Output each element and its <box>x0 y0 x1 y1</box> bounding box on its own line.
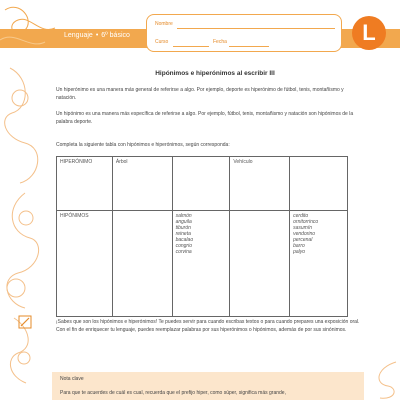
cell-blank-1[interactable] <box>172 157 230 211</box>
list-item: cerdito <box>293 213 309 219</box>
hyponym-table <box>56 156 348 317</box>
lenguaje-logo: L <box>352 16 386 50</box>
list-item: congrio <box>175 243 192 249</box>
page-title: Hipónimos e hiperónimos al escribir III <box>155 70 275 77</box>
list-item: percenal <box>293 237 313 243</box>
side-swirl-decoration-icon <box>0 58 46 400</box>
list-item: tiburón <box>175 225 191 231</box>
cell-blank-2[interactable] <box>290 157 348 211</box>
list-item: vendorino <box>293 231 316 237</box>
table-row-hiponimos <box>57 211 348 317</box>
list-item: barro <box>293 243 305 249</box>
paragraph-instruction: Completa la siguiente tabla con hipónimos e hiperónimos, según corresponda: <box>56 142 230 148</box>
list-item: corvina <box>175 249 192 255</box>
subject-grade <box>64 32 130 39</box>
paragraph-footer: ¡Sabes que son los hipónimos e hiperónimos! Te puedes servir para cuando escribas textos o para cuando prepares una exposición oral. Con el fin de enriquecer tu lenguaje, puedes reemplazar palabras por sus hiperónimos o hipónimos, además de por sus sinónimos. <box>56 319 360 333</box>
name-field[interactable] <box>177 28 335 29</box>
cell-blank-4[interactable] <box>230 211 290 317</box>
note-text: Para que te acuerdes de cuál es cual, recuerda que el prefijo hiper, como súper, significa más grande, <box>60 390 286 396</box>
note-title: Nota clave <box>60 376 84 382</box>
pencil-icon <box>18 314 32 330</box>
course-field[interactable] <box>173 46 209 47</box>
subject-label: Lenguaje <box>64 32 93 39</box>
worksheet-header <box>0 0 400 58</box>
row-label-hiponimos: HIPÓNIMOS <box>57 211 113 317</box>
name-label: Nombre <box>155 21 173 27</box>
corner-swirl-icon <box>366 360 400 400</box>
cell-other-list <box>290 211 348 317</box>
swirl-decoration-icon <box>0 0 60 58</box>
table-row-hiperonimo <box>57 157 348 211</box>
row-label-hiperonimo: HIPERÓNIMO <box>57 157 113 211</box>
date-label: Fecha <box>213 39 227 45</box>
list-item: salmón <box>175 213 192 219</box>
list-item: sasumín <box>293 225 313 231</box>
date-field[interactable] <box>229 46 269 47</box>
list-item: reineta <box>175 231 191 237</box>
course-label: Curso <box>155 39 169 45</box>
cell-vehiculo: Vehículo <box>230 157 290 211</box>
cell-fish-list <box>172 211 230 317</box>
list-item: palyo <box>293 249 306 255</box>
student-info-box <box>146 14 342 52</box>
paragraph-hiperonimo: Un hiperónimo es una manera más general de referirse a algo. Por ejemplo, deporte es hiperónimo de fútbol, tenis, montañismo y natación. <box>56 87 344 101</box>
paragraph-hiponimo: Un hipónimo es una manera más específica de referirse a algo. Por ejemplo, fútbol, tenis, montañismo y natación son hipónimos de la palabra deporte. <box>56 111 354 125</box>
list-item: bacalao <box>175 237 194 243</box>
subject-separator: • <box>95 32 99 39</box>
list-item: anguila <box>175 219 192 225</box>
cell-blank-3[interactable] <box>112 211 172 317</box>
cell-arbol: Árbol <box>112 157 172 211</box>
list-item: ornitorrinco <box>293 219 319 225</box>
grade-label: 6º básico <box>101 32 130 39</box>
